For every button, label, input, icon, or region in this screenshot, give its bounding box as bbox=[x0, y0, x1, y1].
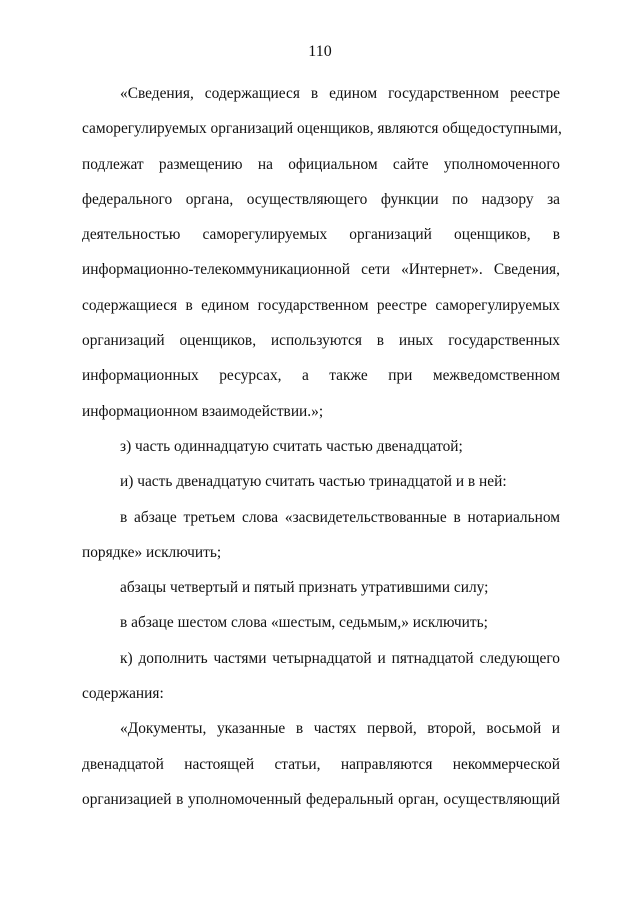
text-line: «Документы, указанные в частях первой, второй, восьмой и bbox=[120, 720, 560, 738]
text-line: в абзаце третьем слова «засвидетельствованные в нотариальном bbox=[120, 508, 560, 526]
text-line: федерального органа, осуществляющего функции по надзору за bbox=[82, 190, 560, 208]
text-line: информационных ресурсах, а также при межведомственном bbox=[82, 367, 560, 385]
text-line: саморегулируемых организаций оценщиков, являются общедоступными, bbox=[82, 120, 562, 138]
text-line: подлежат размещению на официальном сайте уполномоченного bbox=[82, 155, 560, 173]
text-line: з) часть одиннадцатую считать частью двенадцатой; bbox=[120, 437, 463, 455]
text-line: «Сведения, содержащиеся в едином государственном реестре bbox=[120, 85, 560, 102]
text-line: двенадцатой настоящей статьи, направляются некоммерческой bbox=[82, 755, 560, 773]
text-line: организаций оценщиков, используются в иных государственных bbox=[82, 332, 560, 350]
text-line: организацией в уполномоченный федеральный орган, осуществляющий bbox=[82, 790, 560, 808]
document-body bbox=[82, 76, 560, 817]
text-line: информационном взаимодействии.»; bbox=[82, 402, 324, 420]
text-line: к) дополнить частями четырнадцатой и пятнадцатой следующего bbox=[120, 649, 560, 667]
page-number: 110 bbox=[308, 43, 332, 60]
text-line: содержащиеся в едином государственном реестре саморегулируемых bbox=[82, 296, 560, 314]
text-line: абзацы четвертый и пятый признать утратившими силу; bbox=[120, 579, 489, 597]
text-line: и) часть двенадцатую считать частью тринадцатой и в ней: bbox=[120, 473, 507, 491]
text-line: порядке» исключить; bbox=[82, 543, 222, 561]
text-line: информационно-телекоммуникационной сети «Интернет». Сведения, bbox=[82, 261, 560, 279]
text-line: деятельностью саморегулируемых организаций оценщиков, в bbox=[82, 226, 560, 244]
text-line: в абзаце шестом слова «шестым, седьмым,» исключить; bbox=[120, 614, 488, 632]
text-line: содержания: bbox=[82, 685, 164, 703]
